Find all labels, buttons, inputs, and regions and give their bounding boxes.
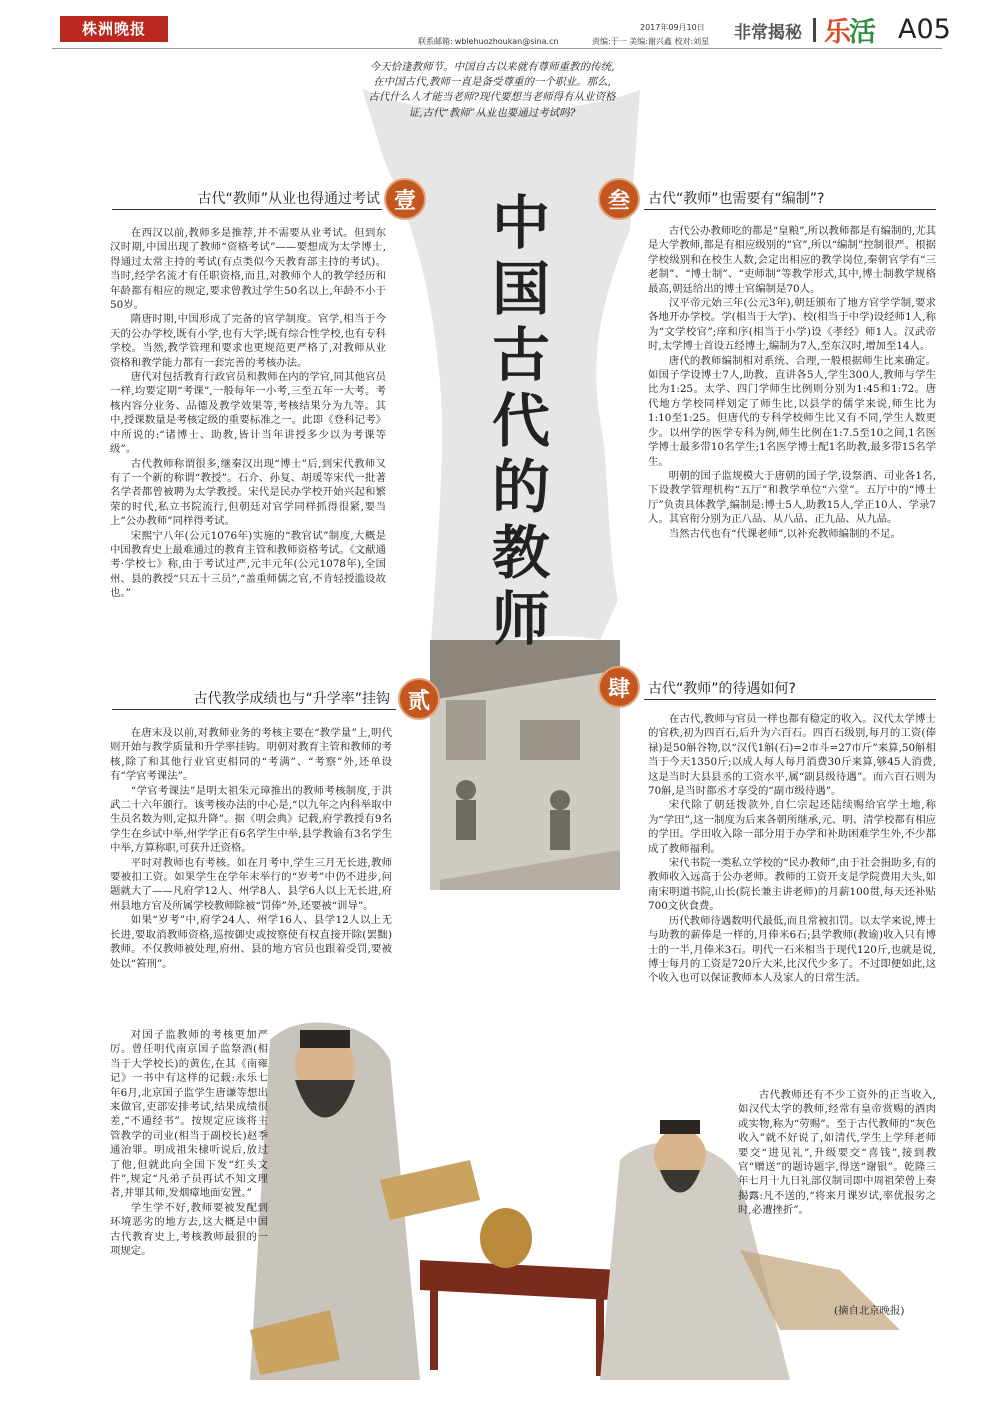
- section-2-badge: 贰: [398, 678, 440, 720]
- section-1-body: [110, 226, 386, 601]
- section-1-heading: 古代“教师”从业也得通过考试: [197, 191, 380, 207]
- masthead-logo: 株洲晚报: [60, 16, 168, 42]
- section-2-tail-paragraph: 学生学不好,教师要被发配到环境恶劣的地方去,这大概是中国古代教育史上,考核教师最狠的一项规定。: [110, 1201, 268, 1258]
- section-3-heading: 古代“教师”也需要有“编制”?: [648, 191, 825, 207]
- section-2-paragraph: 平时对教师也有考核。如在月考中,学生三月无长进,教师要被扣工资。如果学生在学年末举行的“岁考”中仍不进步,问题就大了——凡府学12人、州学8人、县学6人以上无长进,府州县地方官及所属学校教师除被“罚俸”外,还要被“训导”。: [110, 856, 392, 912]
- editors-credit: 责编:于一 美编:谢兴鑫 校对:刘星: [592, 37, 710, 46]
- section-name: 非常揭秘: [734, 23, 802, 43]
- section-3-badge: 叁: [598, 178, 640, 220]
- section-4-tail: [738, 1088, 936, 1218]
- section-3-body: [648, 224, 936, 541]
- section-3-paragraph: 唐代的教师编制相对系统、合理,一般根据师生比来确定。如国子学设博士7人,助教、直讲各5人,学生300人,教师与学生比为1:25。太学、四门学师生比例则分别为1:45和1:72。唐代地方学校同样划定了师生比,以县学的儒学来说,师生比为1:10至1:25。但唐代的专科学校师生比又有不同,学生人数更少。以州学的医学专科为例,师生比例在1:7.5至10之间,1名医学博士最多带10名学生;1名医学博士配1名助教,最多带15名学生。: [648, 354, 936, 468]
- page-title: 中国古代的教师: [491, 189, 550, 653]
- section-2-paragraph: 如果“岁考”中,府学24人、州学16人、县学12人以上无长进,要取消教师资格,巡按御史或按察使有权直接开除(罢黜)教师。不仅教师被处理,府州、县的地方官员也跟着受罚,要被处以“笞刑”。: [110, 914, 392, 970]
- section-2-tail: [110, 1028, 268, 1259]
- section-1-paragraph: 宋熙宁八年(公元1076年)实施的“教官试”制度,大概是中国教育史上最难通过的教育主管和教师资格考试。《文献通考·学校七》称,由于考试过严,元丰元年(公元1078年),全国州、县的教授“只五十三员”,“盖重师儒之官,不肯轻授滥设故也。”: [110, 529, 386, 600]
- page-number: A05: [898, 14, 951, 45]
- publication-date: 2017年09月10日: [640, 23, 705, 32]
- section-4-badge: 肆: [598, 666, 640, 708]
- section-2-tail-paragraph: 对国子监教师的考核更加严厉。曾任明代南京国子监祭酒(相当于大学校长)的黄佐,在其《南雍记》一书中有这样的记载:永乐七年6月,北京国子监学生唐谦等想出来做官,吏部安排考试,结果成绩很差,“不通经书”。按规定应该将主管教学的司业(相当于副校长)赵季通治罪。明成祖朱棣听说后,放过了他,但就此向全国下发“红头文件”,规定“凡弟子员再试不知文理者,并罪其师,发烟瘴地面安置。”: [110, 1029, 268, 1200]
- intro-paragraph: 今天恰逢教师节。中国自古以来就有尊师重教的传统,在中国古代,教师一直是备受尊重的一个职业。那么,古代什么人才能当老师?现代要想当老师得有从业资格证,古代“教师”从业也要通过考试吗?: [368, 61, 616, 119]
- section-3-rule: [644, 209, 936, 210]
- section-1-paragraph: 唐代对包括教育行政官员和教师在内的学官,同其他官员一样,均要定期“考课”,一般每年一小考,三至五年一大考。考核内容分业务、品德及教学效果等,考核结果分为九等。其中,授课数量是考核定级的重要标准之一。此即《登科记考》中所说的:“诸博士、助教,皆计当年讲授多少以为考课等级”。: [110, 371, 386, 456]
- lehuo-char-2: 活: [849, 17, 874, 48]
- section-1-paragraph: 在西汉以前,教师多是推荐,并不需要从业考试。但到东汉时期,中国出现了教师“资格考试”——要想成为太学博士,得通过太常主持的考试(有点类似今天教育部主持的考试)。当时,经学名流才有任职资格,而且,对教师个人的教学经历和年龄都有相应的规定,要求曾教过学生50名以上,年龄不小于50岁。: [110, 227, 386, 312]
- section-1-badge: 壹: [384, 178, 426, 220]
- section-3-paragraph: 当然古代也有“代课老师”,以补充教师编制的不足。: [668, 527, 901, 540]
- section-4-rule: [644, 699, 936, 700]
- source-credit: (摘自北京晚报): [834, 1305, 905, 1317]
- section-2-paragraph: “学官考课法”是明太祖朱元璋推出的教师考核制度,于洪武二十六年颁行。该考核办法的中心是,“以九年之内科举取中生员名数为则,定拟升降”。据《明会典》记载,府学教授有9名学生在乡试中举,州学学正有6名学生中举,县学教谕有3名学生中举,方算称职,可获升迁资格。: [110, 784, 392, 855]
- section-4-paragraph: 在古代,教师与官员一样也都有稳定的收入。汉代太学博士的官秩,初为四百石,后升为六百石。四百石级别,每月的工资(俸禄)是50斛谷物,以“汉代1斛(石)=2市斗=27市斤”来算,50斛相当于今天1350斤;以成人每人每月消费30斤来算,够45人消费,这是当时大县县丞的工资水平,属“副县级待遇”。而六百石则为70斛,是当时都丞才享受的“副市级待遇”。: [648, 713, 936, 798]
- section-4-heading: 古代“教师”的待遇如何?: [648, 681, 796, 697]
- contact-label: 联系邮箱:: [418, 37, 453, 46]
- section-2-heading: 古代教学成绩也与“升学率”挂钩: [193, 691, 390, 707]
- contact-email: wblehuozhoukan@sina.cn: [454, 37, 559, 46]
- section-3-paragraph: 汉平帝元始三年(公元3年),朝廷颁布了地方官学学制,要求各地开办学校。学(相当于大学)、校(相当于中学)设经师1人,称为“文学校官”;庠和序(相当于小学)设《孝经》师1人。汉武帝时,太学博士首设五经博士,编制为7人,至东汉时,增加至14人。: [648, 297, 936, 353]
- section-4-tail-paragraph: 古代教师还有不少工资外的正当收入,如汉代太学的教师,经常有皇帝赏赐的酒肉或实物,称为“劳赐”。至于古代教师的“灰色收入”就不好说了,如清代,学生上学拜老师要交“进见礼”,升级要交“喜钱”,接到教官“赠送”的题诗题字,得送“谢银”。乾隆三年七月十九日礼部仪制司即中周祖荣曾上奏揭露:凡不送的,“将来月课岁试,率优报劣之时,必遭挫折”。: [738, 1089, 936, 1217]
- section-1-rule: [112, 209, 382, 210]
- scholar-illustration-left: [250, 1023, 620, 1380]
- lehuo-char-1: 乐: [824, 17, 849, 48]
- section-4-paragraph: 历代教师待遇数明代最低,而且常被扣罚。以太学来说,博士与助教的薪俸是一样的,月俸米6石;县学教师(教谕)收入只有博士的一半,月俸米3石。明代一石米相当于现代120斤,也就是说,博士每月的工资是720斤大米,比汉代少多了。不过即便如此,这个收入也可以保证教师本人及家人的日常生活。: [648, 914, 936, 985]
- section-1-paragraph: 古代教师称谓很多,继秦汉出现“博士”后,到宋代教师又有了一个新的称谓“教授”。石介、孙复、胡瑗等宋代一批著名学者都曾被聘为太学教授。宋代是民办学校开始兴起和繁荣的时代,私立书院流行,但朝廷对官学同样抓得很紧,要当上“公办教师”同样得考试。: [110, 457, 386, 528]
- section-2-body: [110, 726, 392, 971]
- section-4-paragraph: 宋代书院一类私立学校的“民办教师”,由于社会捐助多,有的教师收入远高于公办老师。教师的工资开支是学院费用大头,如南宋明道书院,山长(院长兼主讲老师)的月薪100贯,每天还补贴700文伙食费。: [648, 857, 936, 913]
- classroom-illustration: [430, 640, 620, 890]
- section-1-paragraph: 隋唐时期,中国形成了完备的官学制度。官学,相当于今天的公办学校,既有小学,也有大学;既有综合性学校,也有专科学校。当然,教学管理和要求也更规范更严格了,对教师从业资格和教学能力都有一套完善的考核办法。: [110, 313, 386, 369]
- section-2-rule: [112, 709, 396, 710]
- section-4-body: [648, 712, 936, 986]
- section-2-paragraph: 在唐末及以前,对教师业务的考核主要在“教学量”上,明代则开始与教学质量和升学率挂钩。明朝对教育主管和教师的考核,除了和其他行业官吏相同的“考满”、“考察”外,还单设有“学官考课法”。: [110, 727, 392, 783]
- section-3-paragraph: 明朝的国子监规模大于唐朝的国子学,设祭酒、司业各1名,下设教学管理机构“五厅”和教学单位“六堂”。五厅中的“博士厅”负责具体教学,编制是:博士5人,助教15人,学正10人、学录7人。其官衔分别为正八品、从八品、正九品、从九品。: [648, 469, 936, 526]
- section-3-paragraph: 古代公办教师吃的都是“皇粮”,所以教师都是有编制的,尤其是大学教师,都是有相应级别的“官”,所以“编制”控制很严。根据学校级别和在校生人数,会定出相应的教学岗位,秦朝官学有“三老制”、“博士制”、“吏师制”等教学形式,其中,博士制教学规格最高,朝廷给出的博士官编制是70人。: [648, 225, 936, 295]
- section-4-paragraph: 宋代除了朝廷拨款外,自仁宗起还陆续赐给官学土地,称为“学田”,这一制度为后来各朝所继承,元、明、清学校都有相应的学田。学田收入除一部分用于办学和补助困难学生外,不少都成了教师福利。: [648, 799, 936, 855]
